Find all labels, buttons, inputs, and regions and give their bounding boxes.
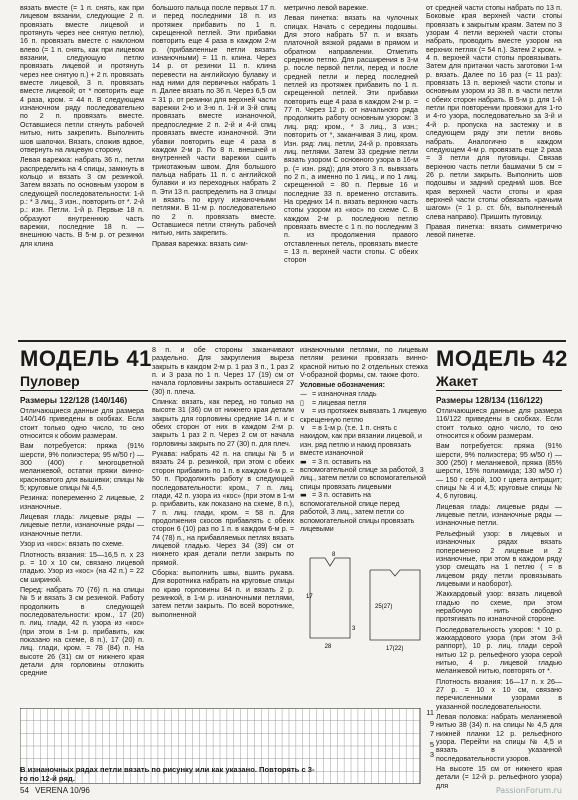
- model41-column-2: [152, 346, 294, 621]
- m41-c1-p4: Лицевая гладь: лицевые ряды — лицевые петли, изнаночные ряды — изнаночные петли.: [20, 513, 144, 538]
- schema-label: 17(22): [386, 646, 404, 652]
- model42-subtitle: Жакет: [436, 373, 479, 389]
- m42-p4: Рельефный узор: в лицевых и изнаночных рядах вязать попеременно 2 лицевые и 2 изнаночные, при этом в каждом ряду узор смещать на 1 петлю ( = в лицевом ряду петли провязывать лицевыми и наоборот).: [436, 529, 562, 588]
- top-column-3: [284, 4, 418, 267]
- row-label: 5: [429, 739, 434, 749]
- m41-c3-p1: изнаночными петлями, по лицевым петлям резинки провязать винно-красной нитью по 2 отдельных стежка V-образной формы, см. также фото.: [300, 346, 428, 380]
- chart-note: В изнаночных рядах петли вязать по рисунку или как указано. Повторять с 3-го по 12-й ряд.: [20, 765, 315, 783]
- top-col2-para-1: большого пальца после первых 17 п. и перед последними 18 п. из протяжек прибавить по 1 п. скрещенной петлей. Эти прибавки повторить еще 4 раза в каждом 2-м р. (прибавленные петли вязать изнаночными) = 11 п. клина. Через 14 р. от резинки 11 п. клина перевести на английскую булавку и над ними для первичных набрать 1 п. Далее вязать по 36 п. Через 6,5 см = 31 р. от резинки для верхней части варежки 2-ю и 3-ю п. 1-й и 3-й спиц провязать вместе изнаночной, предпоследние 2 п. 2-й и 4-й спиц провязать вместе изнаночной. Эти убавки повторить еще 4 раза в каждом 2-м р. По 8 п. внешней и внутренней части варежки сшить трикотажным швом. Для большого пальца набрать 11 п. с английской булавки и из переходных набрать 2 п. Эти 13 п. распределить на 3 спицы и вязать по кругу изнаночными петлями. В 11-м р. последовательно по 2 п. провязать вместе. Оставшиеся петли стянуть рабочей нитью, нить закрепить.: [152, 4, 276, 238]
- top-col4-para-2: Правая пинетка: вязать симметрично левой пинетке.: [426, 222, 562, 240]
- legend-symbol: ▬: [300, 490, 307, 500]
- legend-text: = в 1-м р. (т.е. 1 п. снять с накидом, как при вязании лицевой, и изн. ряд петлю и накид провязать вместе изнаночной: [300, 424, 422, 458]
- section-divider: [18, 340, 566, 342]
- top-col1-para-2: Левая варежка: набрать 36 п., петли распределить на 4 спицы, замкнуть в кольцо и вязать 3 см резинкой. Затем вязать по основным узором в следующей последовательности: 1-й р.: * 3 лиц., 3 изн., повторить от *. 2-й р.: изн. Петли. 1-й р. Первые 18 п. образуют внутреннюю часть варежки, последние 18 п. — внешнюю часть. В 5-м р. от резинки для клина: [20, 156, 144, 248]
- top-col4-para-1: от средней части стопы набрать по 13 п. Боковые края верхней части стопы провязать к закрытым краям. Затем по 3 узорам 4 петли верхней части стопы набрать, проводить вместе узором на верхних петлях (= 54 п.). Затем 2 кром. + 4 п. верхней части стопы провязывать. Затем для притачки часть заготовки 1-м р. вязать. Далее по 16 раз (= 11 раз): провязать 13 п. верхней части стопы и основным узором из 38 п. в части петли с обеих сторон набрать. В 5-м р. для 1-й петли при повторении провязки для 1-го и 4-го узора, последовательно за 3-й и 4-й р. пропуска на застежку и в следующем ряду эти петли вновь набрать. Аналогично в каждом следующем 4-м р. провязать еще 2 раза = 3 петли для пуговицы. Связав верхнюю часть петли башмачки 5 см = 26 р. петли закрыть. Выполнить шов подошвы и задний средний шов. Все края верхней части стопы и края верхней части стопы обвязать «рачьим шагом» (= 1 р. ст. б/н, выполненный слева направо). Пришить пуговицу.: [426, 4, 562, 221]
- model42-rule: [436, 390, 562, 391]
- legend-item: [300, 424, 428, 458]
- legend: [300, 381, 428, 533]
- model41-sizes: Размеры 122/128 (140/146): [20, 395, 128, 405]
- legend-symbol: ▬: [300, 456, 307, 466]
- page-number: 54: [20, 786, 29, 795]
- model41-rule: [20, 390, 148, 391]
- legend-text: = 3 п. оставить на вспомогательной спице за работой, 3 лиц., затем петли со вспомогательной спицы провязать лицевыми: [300, 457, 426, 491]
- legend-text: = 3 п. оставить на вспомогательной спице перед работой, 3 лиц., затем петли со вспомогательной спицы провязать лицевыми: [300, 491, 415, 533]
- model41-title: МОДЕЛЬ 41: [20, 346, 152, 371]
- row-label: 9: [429, 718, 434, 728]
- schema-label: 28: [324, 644, 332, 650]
- m42-p3: Лицевая гладь: лицевые ряды — лицевые петли, изнаночные ряды — изнаночные петли.: [436, 502, 562, 528]
- m41-c1-p5: Узор из «кос»: вязать по схеме.: [20, 540, 124, 549]
- legend-text: = лицевая петля: [312, 398, 367, 407]
- m42-p2: Вам потребуется: пряжа (91% шерсти, 9% полиэстера; 95 м/50 г) — 300 (250) г меланжевой, пряжа (85% шерсти, 15% полиамида; 130 м/50 г) — 150 г серой, 100 г цвета антрацит; спицы № 4 и 4,5; круговые спицы № 4, 6 пуговиц.: [436, 442, 562, 501]
- legend-text: = изнаночная гладь: [312, 390, 377, 399]
- legend-item: [300, 399, 428, 407]
- m42-p8: Левая половка: набрать меланжевой нитью 38 (34) п. на спицы № 4,5 для нижней планки 12 р. рельефного узора. Перейти на спицы № 4,5 и вязать в указанной последовательности узоров.: [436, 713, 562, 763]
- m41-c1-p3: Резинка: попеременно 2 лицевые, 2 изнаночные.: [20, 494, 144, 511]
- model42-sizes: Размеры 128/134 (116/122): [436, 395, 543, 405]
- page-footer: [20, 786, 90, 795]
- magazine-name: VERENA 10/96: [35, 786, 90, 795]
- chart-row-labels: [420, 708, 434, 761]
- top-col3-para-1: метрично левой варежке.: [284, 4, 369, 12]
- schema-label: 8: [332, 552, 336, 558]
- m41-c1-p7: Перед: набрать 70 (76) п. на спицы № 5 и вязать 3 см резинкой. Работу продолжить в следующей последовательности: кром., 17 (20) п. лиц. глади, 42 п. узора из «кос» (при этом в 1-м р. прибавить, как показано на схеме, 8 п.), 17 (20) п. лиц. глади, кром. = 78 (84) п. На высоте 26 (31) см от нижнего края детали для горловины отложить средние: [20, 585, 144, 678]
- top-column-4: [426, 4, 562, 242]
- m41-c1-p6: Плотность вязания: 15—16,5 п. x 23 р. = 10 х 10 см, связано лицевой гладью. Узор из «кос» (на 42 п.) = 22 см шириной.: [20, 550, 144, 584]
- row-label: 7: [429, 729, 434, 739]
- legend-text: = из протяжек вывязать 1 лицевую скрещенную петлю: [300, 407, 427, 424]
- row-label: 3: [429, 750, 434, 760]
- model42-title: МОДЕЛЬ 42: [436, 346, 568, 371]
- model41-subtitle: Пуловер: [20, 373, 80, 389]
- m41-c2-p1: 8 п. и обе стороны заканчивают раздельно. Для закругления выреза закрыть в каждом 2-м р. 1 раз 3 п., 1 раз 2 п. и 3 раза по 1 п. Через 17 (19) см от начала горловины закрыть оставшиеся 27 (30) п. плеча.: [152, 346, 294, 396]
- top-column-1: [20, 4, 144, 250]
- legend-item: [300, 407, 428, 424]
- m42-p5: Жаккардовый узор: вязать лицевой гладью по схеме, при этом нерабочую нить свободно протягивать по изнаночной стороне.: [436, 590, 562, 624]
- legend-symbol: ∨: [300, 406, 306, 416]
- m42-p9: На высоте 15 см от нижнего края детали (= 12-й р. рельефного узора) для: [436, 765, 562, 790]
- model41-column-1: [20, 407, 144, 680]
- m42-p6: Последовательность узоров: * 10 р. жаккардового узора (при этом 3-й раппорт), 10 р. лиц. глади серой нитью 12 р. рельефного узора серой нитью, 4 р. лицевой гладью меланжевой нитью, повторять от *.: [436, 625, 562, 676]
- schema-label: 3: [352, 626, 356, 632]
- row-label: 11: [426, 708, 434, 717]
- model41-column-3: [300, 346, 428, 381]
- m42-p1: Отличающиеся данные для размера 116/122 приведены в скобках. Если стоит только одно число, то оно относится к обоим размерам.: [436, 407, 562, 441]
- legend-item: [300, 390, 428, 398]
- watermark: PassionForum.ru: [495, 786, 562, 795]
- m41-c2-p2: Спинка: вязать, как перед, но только на высоте 31 (36) см от нижнего края детали закрыть для горловины средние 14 п. и с обеих сторон от них в каждом 2-м р. закрыть 1 раз 2 п. Через 2 см от начала горловины закрыть по 27 (30) п. для плеч.: [152, 398, 294, 448]
- legend-symbol: ▯: [300, 397, 304, 407]
- legend-title: Условные обозначения:: [300, 381, 386, 389]
- pattern-schema: [300, 548, 450, 718]
- schema-label: 17: [306, 594, 313, 600]
- legend-item: [300, 491, 428, 533]
- m41-c1-p1: Отличающиеся данные для размера 140/146 приведены в скобках. Если стоит только одно число, то оно относится к обоим размерам.: [20, 407, 144, 441]
- m42-p7: Плотность вязания: 16—17 п. x 26—27 р. = 10 x 10 см, связано перечисленными узорами в указанной последовательности.: [436, 677, 562, 711]
- m41-c1-p2: Вам потребуется: пряжа (91% шерсти, 9% полиэстера; 95 м/50 г) — 300 (400) г многоцветной меланжевой, остатки пряжи винно-красноватого для вышивки; спицы № 5; круговые спицы № 4,5.: [20, 442, 144, 493]
- top-column-2: [152, 4, 276, 250]
- legend-symbol: —: [300, 389, 308, 399]
- legend-item: [300, 458, 428, 492]
- m41-c2-p3: Рукава: набрать 42 п. на спицы № 5 и вязать 24 р. резинкой, при этом с обеих сторон прибавить по 1 п. в каждом 6-м р. = 50 п. Продолжить работу в следующей последовательности: кром., 7 п. лиц. глади, 42 п. узора из «кос» (при этом в 1-м р. прибавить, как показано на схеме, 8 п.), 7 п. лиц. глади, кром. = 58 п. Для продолжения скосов прибавлять с обеих сторон 6 (10) раз по 1 п. в каждом 6-м р. = 74 (78) п., на прибавляемых петлях вязать лицевой гладью. Через 34 (39) см от нижнего края детали петли закрыть по прямой.: [152, 450, 294, 567]
- model42-column: [436, 407, 562, 792]
- top-col1-para-1: вязать вместе (= 1 п. снять, как при лицевом вязании, следующие 2 п. провязать вместе лицевой и протянуть через нее снятую петлю), 16 п. провязать вместе с наклоном влево (= 1 п. снять, как при лицевом вязании, следующую петлю провязать лицевой и протянуть через нее снятую п.) + 2 п. провязать вместе лицевой, 3 п. провязать вместе лицевой; от * повторить еще 4 раза, кром. = 44 п. В следующем изнаночном ряду последовательно по 2 п. провязать вместе. Оставшиеся петли стянуть рабочей нитью, нить закрепить. Выполнить шов шапочки. Вязать, сложив вдвое, отвернуть на лицевую сторону.: [20, 4, 144, 154]
- top-col2-para-2: Правая варежка: вязать сим-: [152, 239, 249, 248]
- m41-c2-p4: Сборка: выполнить швы, вшить рукава. Для воротника набрать на круговые спицы по краю горловины 84 п. и вязать 2 р. резинкой, в 1-м р. изнаночными петлями, затем петли закрыть. По всей воротнике, выполненной: [152, 568, 294, 619]
- legend-symbol: ∨: [300, 423, 306, 433]
- schema-label: 25(27): [375, 604, 393, 610]
- top-col3-para-2: Левая пинетка: вязать на чулочных спицах. Начать с середины подошвы. Для этого набрать 57 п. и вязать платочной вязкой рядами в прямом и обратном направлении. Отметить среднюю петлю. Для расширения в 3-м р. после первой петли, перед и после средней петли и перед последней петлей из протяжек прибавить по 1 п. скрещенной петлей. Эти прибавки повторить еще 4 раза в каждом 2-м р. = 77 п. Через 12 р. от начального ряда продолжить работу основным узором: 3 лиц. ряд: кром., * 3 лиц., 3 изн.; повторить от *, заканчивая 3 лиц. кром. Изн. ряд: лиц. петли, 24-й р. провязать лиц. петлями. Затем 33 средние петли вязать узором С основного узора в 16-м р. (= изн. ряд); для этого 3 п. вывязать по 2 п., а именно по 1 лиц., и по 1 лиц. скрещенной = 80 п. Первые 16 и последние 33 п. временно отставить. На средних 14 п. вязать верхнюю часть стопы узором из «кос» по схеме С. В каждом 2-м р. последнюю петлю провязать вместе с 1 п. по последним 3 п. из продолжения правого отставленных петель, провязать вместе = 13 п. верхней части стопы. С обеих сторон: [284, 14, 418, 265]
